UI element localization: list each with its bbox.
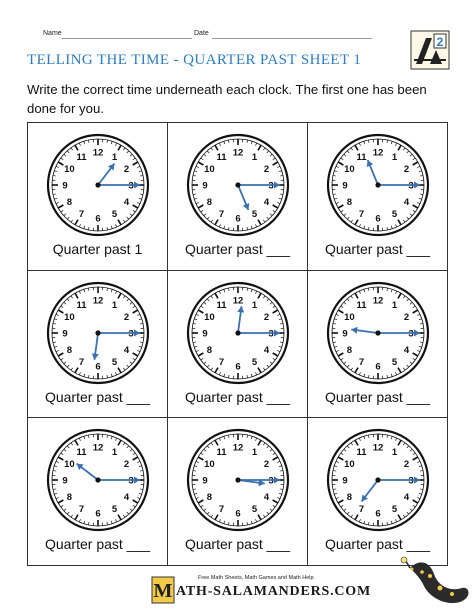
clock-number: 12 [232, 442, 244, 454]
clock-number: 6 [375, 361, 381, 373]
clock-number: 5 [251, 209, 258, 221]
clock-number: 7 [218, 209, 225, 221]
clock-number: 9 [62, 180, 68, 192]
clock-number: 4 [123, 344, 130, 356]
clock-number: 4 [263, 344, 270, 356]
clock-number: 9 [342, 475, 348, 487]
clock-number: 1 [251, 151, 258, 163]
clock-center [95, 182, 100, 187]
clock-number: 2 [403, 311, 410, 323]
clock-number: 3 [268, 180, 274, 192]
clock-number: 11 [76, 151, 87, 163]
clock-face [322, 277, 434, 389]
clock-number: 12 [372, 295, 384, 307]
clock-number: 6 [375, 213, 381, 225]
clock-number: 10 [64, 164, 75, 175]
clock-number: 4 [403, 197, 410, 208]
clock-number: 10 [64, 311, 75, 323]
clock-center [375, 478, 380, 483]
clock-number: 4 [263, 492, 270, 504]
clock-number: 11 [356, 299, 367, 311]
clock-number: 7 [78, 209, 85, 221]
clock-number: 3 [128, 475, 134, 487]
clock-number: 3 [408, 475, 414, 487]
salamander-mascot-icon [400, 548, 474, 613]
grade-logo-icon [410, 30, 450, 70]
clock-number: 1 [391, 299, 398, 311]
clock-number: 4 [263, 197, 270, 208]
clock-caption: Quarter past ___ [44, 536, 151, 553]
clock-number: 8 [206, 344, 213, 356]
clock-number: 12 [232, 147, 244, 159]
date-line [212, 38, 372, 39]
clock-center [95, 330, 100, 335]
page-title: TELLING THE TIME - QUARTER PAST SHEET 1 [27, 52, 362, 68]
clock-number: 9 [342, 180, 348, 192]
clock-number: 6 [235, 213, 241, 225]
name-line [62, 38, 192, 39]
clock-number: 2 [403, 164, 410, 175]
clock-number: 7 [218, 356, 225, 368]
clock-cell [168, 123, 308, 271]
clock-number: 8 [346, 344, 353, 356]
clock-center [95, 478, 100, 483]
clock-number: 5 [251, 504, 258, 516]
clock-number: 3 [128, 180, 134, 192]
clock-number: 8 [206, 492, 213, 504]
clock-number: 2 [263, 164, 270, 175]
clock-cell [28, 418, 168, 566]
date-label: Date [194, 30, 209, 37]
clock-number: 12 [372, 147, 384, 159]
clock-number: 3 [408, 180, 414, 192]
clock-number: 5 [111, 504, 118, 516]
clock-number: 12 [232, 295, 244, 307]
clock-number: 6 [95, 508, 101, 520]
instructions: Write the correct time underneath each clock. The first one has been done for you. [27, 82, 427, 116]
clock-number: 10 [204, 311, 215, 323]
clock-face [182, 129, 294, 241]
clock-number: 8 [206, 197, 213, 208]
clock-number: 1 [391, 447, 398, 459]
clock-cell [168, 418, 308, 566]
clock-number: 7 [358, 356, 365, 368]
clock-cell [308, 271, 448, 419]
clock-number: 11 [216, 151, 227, 163]
clock-face [322, 129, 434, 241]
clock-number: 3 [268, 475, 274, 487]
clock-number: 1 [251, 299, 258, 311]
clock-number: 9 [202, 328, 208, 340]
clock-caption: Quarter past ___ [184, 241, 291, 257]
clock-number: 6 [95, 213, 101, 225]
footer-site: ATH-SALAMANDERS.COM [176, 584, 371, 599]
svg-text:M: M [153, 580, 173, 602]
clock-number: 1 [251, 447, 258, 459]
clock-caption: Quarter past ___ [324, 241, 431, 257]
clock-number: 2 [403, 459, 410, 471]
clock-number: 5 [251, 356, 258, 368]
clock-face [182, 277, 294, 389]
clock-caption: Quarter past ___ [44, 388, 151, 405]
clock-number: 4 [403, 344, 410, 356]
clock-number: 8 [66, 492, 73, 504]
clock-number: 4 [123, 492, 130, 504]
clock-cell [28, 123, 168, 271]
clock-number: 11 [356, 151, 367, 163]
clock-number: 1 [111, 299, 118, 311]
grade-number: 2 [436, 35, 444, 49]
clock-caption: Quarter past ___ [184, 388, 291, 405]
clock-center [375, 182, 380, 187]
clock-number: 4 [403, 492, 410, 504]
clock-face [42, 277, 154, 389]
clock-number: 4 [123, 197, 130, 208]
clock-number: 3 [128, 328, 134, 340]
clock-number: 10 [64, 459, 75, 471]
clock-number: 12 [372, 442, 384, 454]
clock-number: 8 [66, 344, 73, 356]
clock-number: 5 [111, 209, 118, 221]
clock-number: 9 [202, 475, 208, 487]
clock-face [42, 129, 154, 241]
clock-center [375, 330, 380, 335]
salamander-logo-icon [150, 575, 176, 605]
clock-number: 11 [216, 447, 227, 459]
clock-number: 10 [344, 164, 355, 175]
clock-number: 11 [356, 447, 367, 459]
clock-number: 6 [235, 361, 241, 373]
clock-number: 1 [391, 151, 398, 163]
clock-number: 7 [218, 504, 225, 516]
clock-number: 12 [92, 147, 104, 159]
clock-caption: Quarter past 1 [52, 241, 143, 257]
clock-number: 11 [216, 299, 227, 311]
clock-number: 5 [391, 356, 398, 368]
clock-number: 2 [123, 311, 130, 323]
clock-number: 6 [375, 508, 381, 520]
clock-number: 8 [66, 197, 73, 208]
clock-caption: Quarter past ___ [324, 388, 431, 405]
clock-number: 5 [391, 209, 398, 221]
clock-number: 3 [408, 328, 414, 340]
clock-number: 9 [62, 475, 68, 487]
clock-number: 7 [78, 356, 85, 368]
clock-number: 8 [346, 197, 353, 208]
name-label: Name [43, 30, 62, 37]
clock-number: 2 [123, 164, 130, 175]
clock-number: 12 [92, 295, 104, 307]
clock-center [235, 478, 240, 483]
clock-number: 5 [111, 356, 118, 368]
clock-number: 3 [268, 328, 274, 340]
clock-caption: Quarter past ___ [324, 536, 431, 553]
clock-cell [308, 418, 448, 566]
clock-number: 7 [358, 209, 365, 221]
clock-number: 6 [95, 361, 101, 373]
clock-number: 9 [62, 328, 68, 340]
clock-cell [168, 271, 308, 419]
clock-number: 9 [342, 328, 348, 340]
clock-number: 8 [346, 492, 353, 504]
clock-number: 10 [204, 459, 215, 471]
clock-number: 10 [344, 459, 355, 471]
clock-number: 10 [204, 164, 215, 175]
clock-number: 6 [235, 508, 241, 520]
clock-number: 12 [92, 442, 104, 454]
clock-grid [27, 122, 448, 566]
clock-number: 11 [76, 299, 87, 311]
clock-number: 2 [123, 459, 130, 471]
clock-number: 10 [344, 311, 355, 323]
clock-number: 7 [358, 504, 365, 516]
clock-cell [308, 123, 448, 271]
clock-number: 11 [76, 447, 87, 459]
clock-number: 2 [263, 311, 270, 323]
clock-number: 2 [263, 459, 270, 471]
clock-number: 1 [111, 447, 118, 459]
clock-center [235, 330, 240, 335]
clock-number: 1 [111, 151, 118, 163]
clock-caption: Quarter past ___ [184, 536, 291, 553]
clock-face [182, 424, 294, 536]
clock-cell [28, 271, 168, 419]
clock-number: 5 [391, 504, 398, 516]
clock-face [42, 424, 154, 536]
clock-center [235, 182, 240, 187]
clock-number: 9 [202, 180, 208, 192]
footer-tagline: Free Math Sheets, Math Games and Math Help [198, 575, 314, 581]
clock-number: 7 [78, 504, 85, 516]
clock-face [322, 424, 434, 536]
